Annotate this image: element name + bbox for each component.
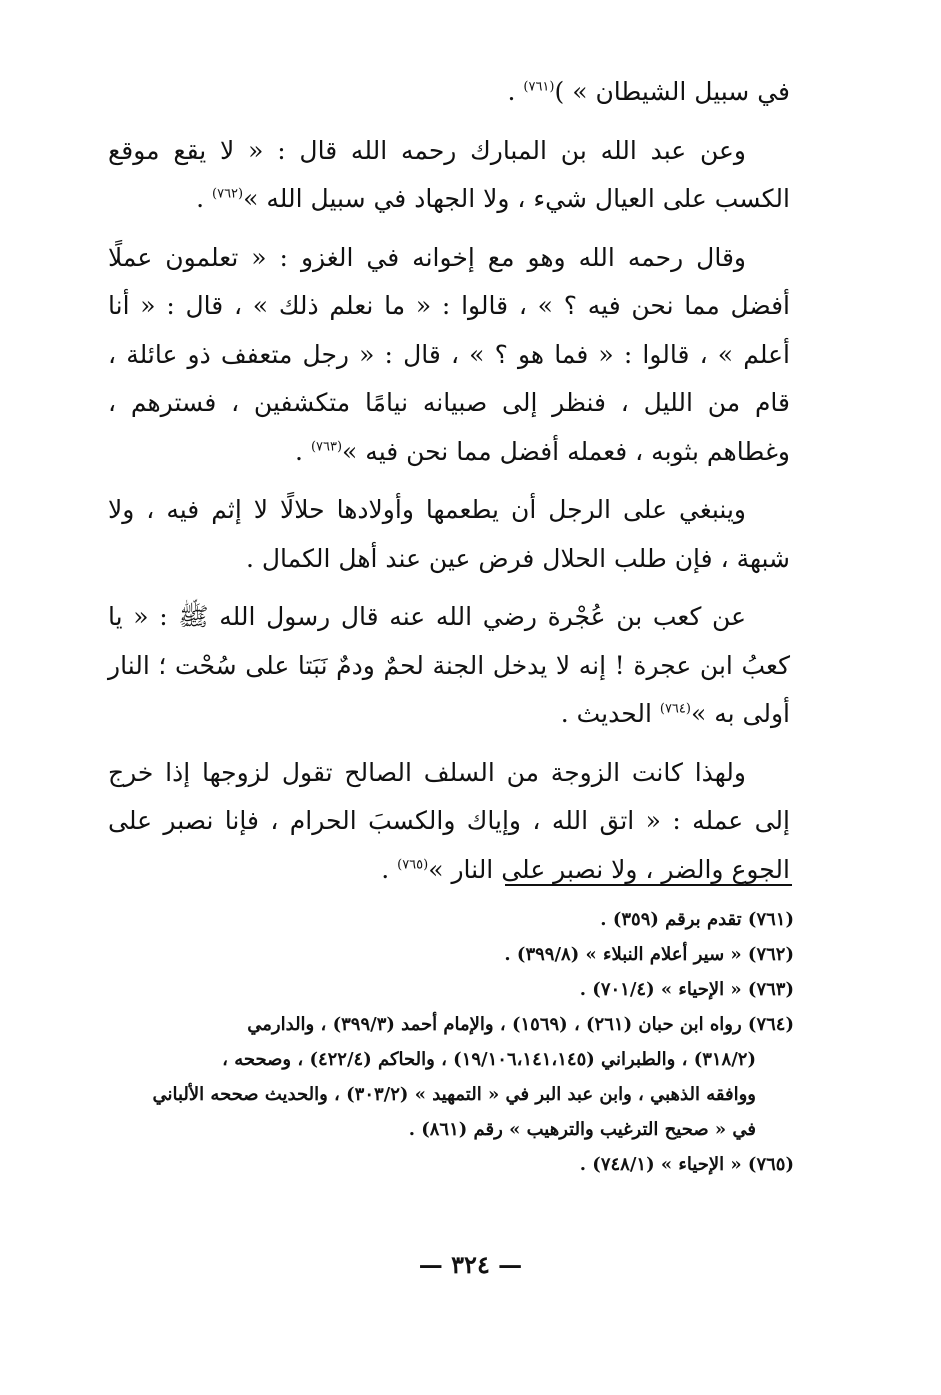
- paragraph-halal: وينبغي على الرجل أن يطعمها وأولادها حلالًا لا إثم فيه ، ولا شبهة ، فإن طلب الحلال فرض عين عند أهل الكمال .: [108, 495, 790, 573]
- footnote-761: (٧٦١) تقدم برقم (٣٥٩) .: [600, 909, 794, 930]
- paragraph-salaf-wife: ولهذا كانت الزوجة من السلف الصالح تقول لزوجها إذا خرج إلى عمله : « اتق الله ، وإياك والكسبَ الحرام ، فإنا نصبر على الجوع والضر ، ولا نصبر على النار »$^{(٧٦٥)}$ .: [108, 757, 790, 884]
- paragraph-ghazw: وقال رحمه الله وهو مع إخوانه في الغزو : « تعلمون عملًا أفضل مما نحن فيه ؟ » ، قالوا : « ما نعلم ذلك » ، قال : « أنا أعلم » ، قالوا : « فما هو ؟ » ، قال : « رجل متعفف ذو عائلة ، قام من الليل ، فنظر إلى صبيانه نيامًا متكشفين ، فسترهم ، وغطاهم بثوبه ، فعمله أفضل مما نحن فيه »$^{(٧٦٣)}$ .: [108, 242, 790, 466]
- footnote-764-line-4: في « صحيح الترغيب والترهيب » رقم (٨٦١) .: [408, 1119, 756, 1140]
- main-text: [108, 68, 790, 904]
- footnote-764-line-3: ووافقه الذهبي ، وابن عبد البر في « التمهيد » (٣٠٣/٢) ، والحديث صححه الألباني: [152, 1084, 756, 1105]
- paragraph-continuation: في سبيل الشيطان » )$^{(٧٦١)}$ .: [507, 77, 790, 106]
- footnote-ref-764: (٧٦٤): [659, 701, 691, 717]
- footnote-ref-765: (٧٦٥): [397, 857, 429, 873]
- footnote-764-line-2: (٣١٨/٢) ، والطبراني (١٩/١٠٦،١٤١،١٤٥) ، والحاكم (٤٢٢/٤) ، وصححه ،: [222, 1049, 756, 1070]
- footnote-764-line-1: (٧٦٤) رواه ابن حبان (٢٦١) ، (١٥٦٩) ، والإمام أحمد (٣٩٩/٣) ، والدارمي: [247, 1014, 794, 1035]
- paragraph-ibn-mubarak: وعن عبد الله بن المبارك رحمه الله قال : « لا يقع موقع الكسب على العيال شيء ، ولا الجهاد في سبيل الله »$^{(٧٦٢)}$ .: [108, 135, 790, 213]
- footnote-762: (٧٦٢) « سير أعلام النبلاء » (٣٩٩/٨) .: [504, 944, 794, 965]
- footnote-ref-762: (٧٦٢): [212, 186, 244, 202]
- footnote-ref-761: (٧٦١): [523, 79, 555, 95]
- paragraph-hadith-kaab: عن كعب بن عُجْرة رضي الله عنه قال رسول الله ﷺ : « يا كعبُ ابن عجرة ! إنه لا يدخل الجنة لحمٌ ودمٌ نَبَتا على سُحْت ؛ النار أولى به »$^{(٧٦٤)}$ الحديث .: [108, 602, 790, 728]
- footnotes: [108, 902, 794, 1182]
- footnote-763: (٧٦٣) « الإحياء » (٧٠١/٤) .: [579, 979, 794, 1000]
- footnote-ref-763: (٧٦٣): [310, 439, 343, 455]
- page-number: — ٣٢٤ —: [418, 1250, 523, 1279]
- footnote-divider: [505, 884, 792, 886]
- footnote-765: (٧٦٥) « الإحياء » (٧٤٨/١) .: [579, 1154, 794, 1175]
